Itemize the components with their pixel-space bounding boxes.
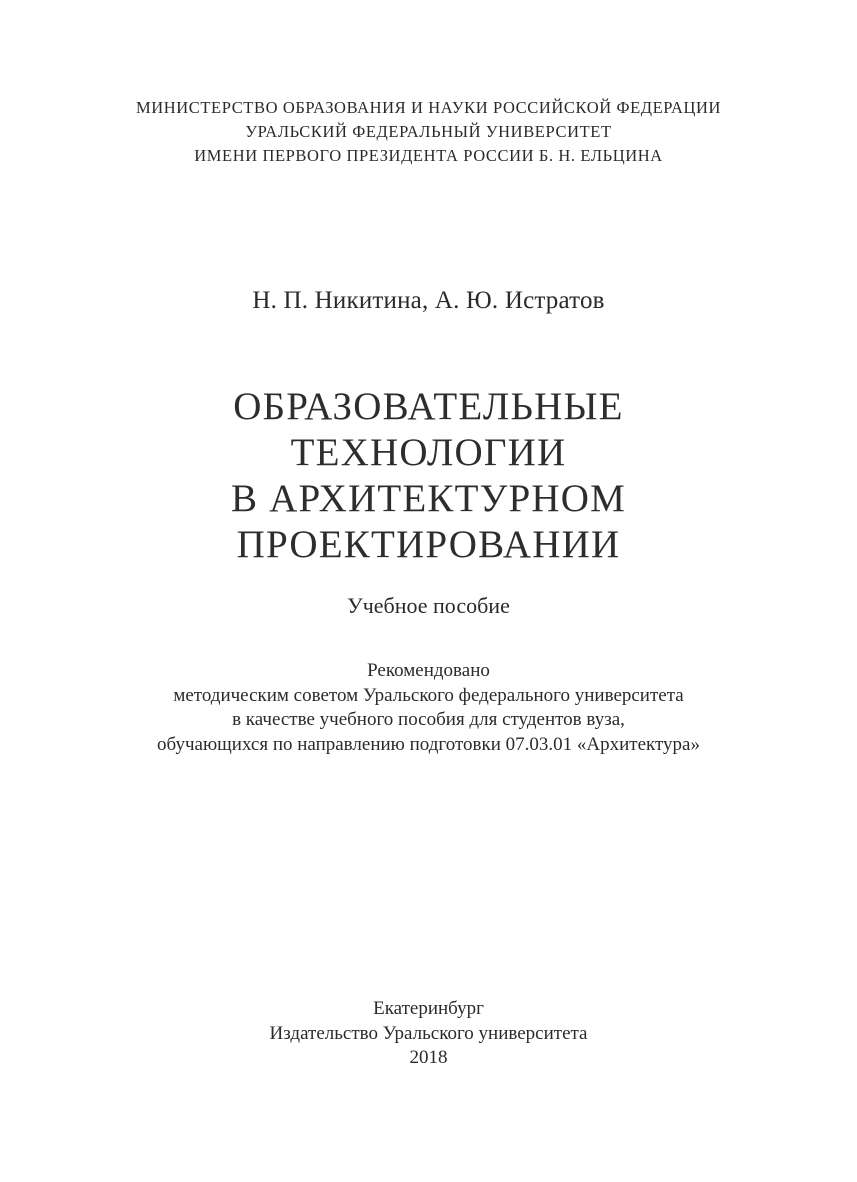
university-line: УРАЛЬСКИЙ ФЕДЕРАЛЬНЫЙ УНИВЕРСИТЕТ <box>245 122 612 141</box>
recommendation-note <box>0 659 857 757</box>
subtitle-text: Учебное пособие <box>347 593 510 618</box>
institution-header <box>0 96 857 168</box>
imprint-city: Екатеринбург <box>373 998 484 1019</box>
imprint-publisher: Издательство Уральского университета <box>269 1022 588 1044</box>
book-type <box>0 592 857 620</box>
recommendation-line-2: методическим советом Уральского федерального университета <box>173 684 684 706</box>
recommendation-line-1: Рекомендовано <box>367 660 490 681</box>
title-line-4: ПРОЕКТИРОВАНИИ <box>236 523 621 566</box>
title-line-2: ТЕХНОЛОГИИ <box>290 431 567 474</box>
authors <box>0 285 857 317</box>
university-name-line: ИМЕНИ ПЕРВОГО ПРЕЗИДЕНТА РОССИИ Б. Н. ЕЛЬЦИНА <box>194 146 663 165</box>
recommendation-line-3: в качестве учебного пособия для студентов вуза, <box>232 709 625 730</box>
ministry-line: МИНИСТЕРСТВО ОБРАЗОВАНИЯ И НАУКИ РОССИЙСКОЙ ФЕДЕРАЦИИ <box>135 98 722 117</box>
recommendation-line-4: обучающихся по направлению подготовки 07.03.01 «Архитектура» <box>157 733 700 755</box>
book-title <box>0 384 857 568</box>
authors-text: Н. П. Никитина, А. Ю. Истратов <box>252 287 605 314</box>
title-line-1: ОБРАЗОВАТЕЛЬНЫЕ <box>233 385 624 428</box>
imprint-year: 2018 <box>409 1047 448 1068</box>
title-line-3: В АРХИТЕКТУРНОМ <box>231 477 626 520</box>
imprint <box>0 997 857 1071</box>
